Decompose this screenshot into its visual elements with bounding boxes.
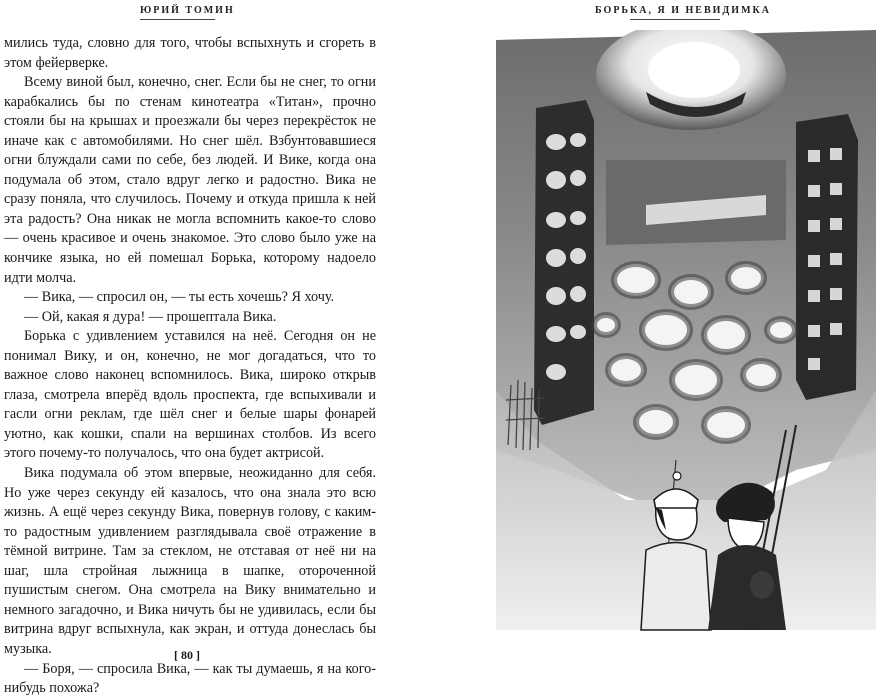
lamp: [648, 42, 740, 98]
body-text: [4, 34, 376, 699]
right-building: [796, 114, 858, 400]
right-page: [440, 0, 878, 664]
running-head-right: БОРЬКА, Я И НЕВИДИМКА: [595, 5, 771, 16]
paragraph: мились туда, словно для того, чтобы вспыхнуть и сгореть в этом фейерверке.: [4, 35, 376, 71]
running-head-left: ЮРИЙ ТОМИН: [140, 5, 235, 16]
boy-figure: [708, 483, 786, 630]
page-number: [ 80 ]: [174, 648, 200, 662]
left-page: [0, 0, 440, 697]
paragraph: Борька с удивлением уставился на неё. Сегодня он не понимал Вику, и он, конечно, не мог догадаться, что то важное слово наконец вспомнилось. Вика, широко открыв глаза, смотрела вперёд вдоль проспекта, где вспыхивали и гасли огни реклам, где шёл снег и белые шары фонарей уютно, как кошки, спали на вершинах столбов. Из всего этого почему-то получалось, что она будет актрисой.: [4, 328, 376, 462]
running-head-rule-right: [630, 19, 720, 20]
ink-wash-illustration: [496, 30, 876, 640]
running-head-rule-left: [140, 19, 215, 20]
paragraph: Вика подумала об этом впервые, неожиданно для себя. Но уже через секунду ей казалось, что она знала это всю жизнь. А ещё через секунду Вика, повернув голову, с каким-то радостным удивлением разглядывала своё отражение в тёмной витрине. Там за стеклом, не отставая от неё ни на шаг, шла стройная лыжница в шапке, отороченной пушистым снегом. Она смотрела на Вику внимательно и немного загадочно, и Вика ничуть бы не удивилась, если бы витрина вдруг вспыхнула, как экран, и оттуда донеслась бы музыка.: [4, 465, 376, 657]
paragraph: — Вика, — спросил он, — ты есть хочешь? Я хочу.: [24, 289, 335, 306]
paragraph: — Боря, — спросила Вика, — как ты думаешь, я на кого-нибудь похожа?: [4, 660, 376, 697]
paragraph: Всему виной был, конечно, снег. Если бы не снег, то огни карабкались бы по стенам кинотеатра «Титан», прочно стояли бы на крышах и проезжали бы через перекрёсток не иначе как с автомобилями. Но снег шёл. Взбунтовавшиеся огни блуждали сами по себе, без людей. И Вике, когда она подумала об этом, стало вдруг легко и радостно. Вика не сразу поняла, что случилось. Почему и откуда пришла к ней эта радость? Она никак не могла вспомнить какое-то слово — очень красивое и очень знакомое. Это слово было уже на кончике языка, но ей помешал Борька, которому надоело идти молча.: [4, 74, 376, 286]
paragraph: — Ой, какая я дура! — прошептала Вика.: [24, 308, 277, 325]
